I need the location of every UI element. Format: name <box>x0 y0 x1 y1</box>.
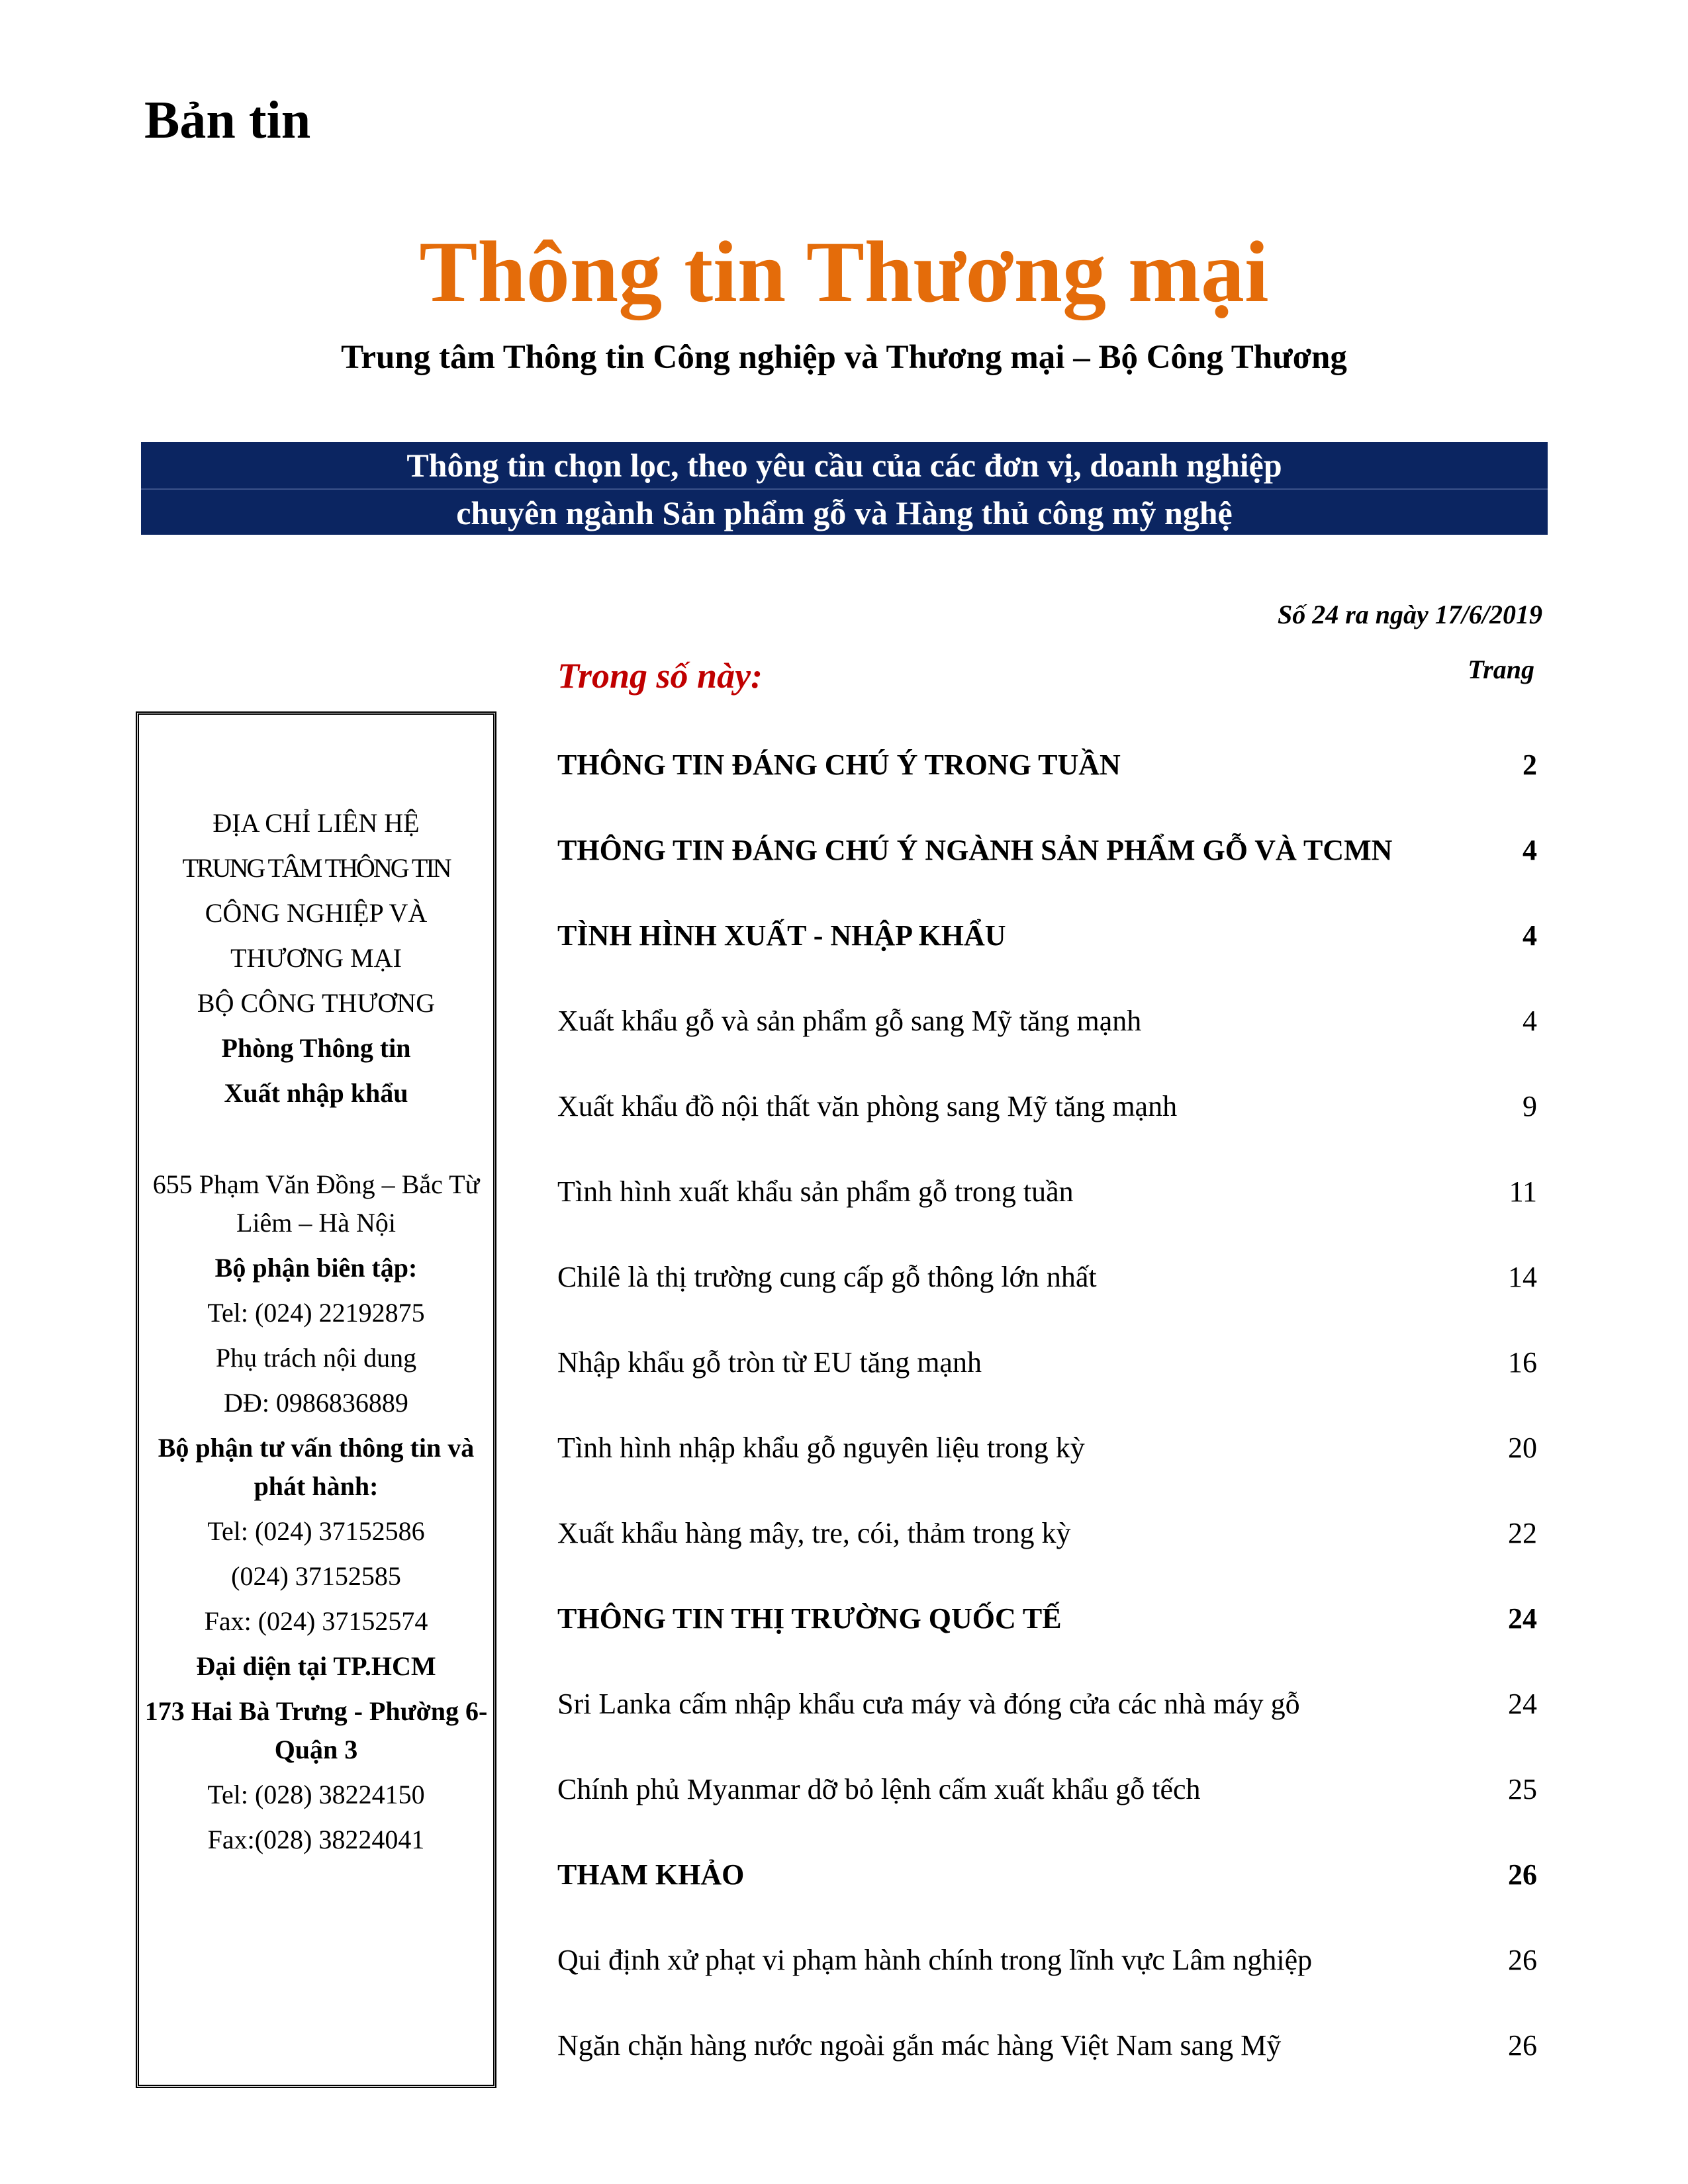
toc-item-title: Tình hình nhập khẩu gỗ nguyên liệu trong kỳ <box>557 1432 1085 1464</box>
editorial-phone: Tel: (024) 22192875 <box>207 1298 425 1328</box>
toc-item[interactable] <box>557 833 1537 919</box>
contact-sidebar <box>136 711 496 2088</box>
contact-department-1: Phòng Thông tin <box>221 1033 411 1063</box>
toc-item-page: 26 <box>1508 1944 1537 1976</box>
publisher-subtitle: Trung tâm Thông tin Công nghiệp và Thương mại – Bộ Công Thương <box>341 339 1347 376</box>
page-column-label: Trang <box>1468 655 1534 684</box>
banner-line-2: chuyên ngành Sản phẩm gỗ và Hàng thủ công mỹ nghệ <box>456 494 1233 531</box>
toc-item-title: Tình hình xuất khẩu sản phẩm gỗ trong tuần <box>557 1175 1074 1208</box>
bulletin-label: Bản tin <box>144 91 311 150</box>
toc-item[interactable] <box>557 919 1537 1004</box>
toc-item-title: Chilê là thị trường cung cấp gỗ thông lớn nhất <box>557 1261 1097 1293</box>
toc-item-page: 2 <box>1523 749 1537 781</box>
hcm-office-fax: Fax:(028) 38224041 <box>207 1825 425 1854</box>
toc-item[interactable] <box>557 1858 1537 1943</box>
toc-heading: Trong số này: <box>557 656 763 696</box>
consulting-label: Bộ phận tư vấn thông tin và phát hành: <box>158 1433 475 1501</box>
toc-item-page: 20 <box>1508 1432 1537 1464</box>
toc-item[interactable] <box>557 1943 1537 2028</box>
toc-item-title: Xuất khẩu đồ nội thất văn phòng sang Mỹ tăng mạnh <box>557 1090 1178 1122</box>
toc-item-page: 25 <box>1508 1773 1537 1805</box>
content-lead-label: Phụ trách nội dung <box>215 1343 417 1373</box>
toc-item[interactable] <box>557 1004 1537 1089</box>
contact-info <box>139 801 493 1862</box>
topic-banner <box>141 442 1548 535</box>
contact-department-2: Xuất nhập khẩu <box>224 1078 408 1108</box>
contact-ministry: BỘ CÔNG THƯƠNG <box>197 988 436 1018</box>
editorial-label: Bộ phận biên tập: <box>214 1253 418 1283</box>
toc-item-title: THÔNG TIN THỊ TRƯỜNG QUỐC TẾ <box>557 1602 1062 1635</box>
toc-item[interactable] <box>557 1687 1537 1772</box>
toc-item-title: Sri Lanka cấm nhập khẩu cưa máy và đóng cửa các nhà máy gỗ <box>557 1688 1300 1720</box>
toc-item-page: 26 <box>1508 2029 1537 2062</box>
toc-item[interactable] <box>557 1175 1537 1260</box>
toc-item[interactable] <box>557 1772 1537 1858</box>
toc-item-title: Ngăn chặn hàng nước ngoài gắn mác hàng Việt Nam sang Mỹ <box>557 2029 1282 2062</box>
toc-item[interactable] <box>557 1089 1537 1175</box>
toc-item[interactable] <box>557 1260 1537 1345</box>
table-of-contents <box>557 748 1537 2114</box>
content-lead-mobile: DĐ: 0986836889 <box>224 1388 408 1418</box>
toc-item-title: TÌNH HÌNH XUẤT - NHẬP KHẨU <box>557 919 1006 952</box>
toc-item[interactable] <box>557 748 1537 833</box>
newsletter-title: Thông tin Thương mại <box>419 223 1269 320</box>
toc-item-title: Chính phủ Myanmar dỡ bỏ lệnh cấm xuất khẩu gỗ tếch <box>557 1773 1201 1805</box>
toc-item-page: 9 <box>1523 1090 1537 1122</box>
contact-org-line-2: CÔNG NGHIỆP VÀ <box>205 898 428 928</box>
consulting-fax: Fax: (024) 37152574 <box>204 1606 428 1636</box>
consulting-phone-1: Tel: (024) 37152586 <box>207 1516 425 1546</box>
contact-address: 655 Phạm Văn Đồng – Bắc Từ Liêm – Hà Nội <box>152 1169 480 1238</box>
toc-item-page: 24 <box>1508 1602 1537 1635</box>
toc-item-page: 16 <box>1508 1346 1537 1379</box>
contact-heading: ĐỊA CHỈ LIÊN HỆ <box>212 808 420 838</box>
toc-item-page: 11 <box>1509 1175 1537 1208</box>
toc-item[interactable] <box>557 1345 1537 1431</box>
toc-item[interactable] <box>557 1516 1537 1602</box>
toc-item-page: 14 <box>1508 1261 1537 1293</box>
toc-item[interactable] <box>557 2028 1537 2114</box>
toc-item[interactable] <box>557 1431 1537 1516</box>
hcm-office-phone: Tel: (028) 38224150 <box>207 1780 425 1809</box>
toc-item-title: Qui định xử phạt vi phạm hành chính trong lĩnh vực Lâm nghiệp <box>557 1944 1313 1976</box>
toc-item-title: Nhập khẩu gỗ tròn từ EU tăng mạnh <box>557 1346 982 1379</box>
toc-item-page: 22 <box>1508 1517 1537 1549</box>
toc-item-page: 4 <box>1523 919 1537 952</box>
toc-item-title: Xuất khẩu hàng mây, tre, cói, thảm trong kỳ <box>557 1517 1071 1549</box>
toc-item-page: 24 <box>1508 1688 1537 1720</box>
hcm-office-label: Đại diện tại TP.HCM <box>196 1651 436 1681</box>
toc-item-title: THÔNG TIN ĐÁNG CHÚ Ý NGÀNH SẢN PHẨM GỖ VÀ TCMN <box>557 834 1393 866</box>
banner-line-1: Thông tin chọn lọc, theo yêu cầu của các đơn vị, doanh nghiệp <box>141 442 1548 490</box>
consulting-phone-2: (024) 37152585 <box>231 1561 401 1591</box>
contact-org-line-1: TRUNG TÂM THÔNG TIN <box>182 853 450 883</box>
toc-item-page: 4 <box>1523 1005 1537 1037</box>
toc-item-title: Xuất khẩu gỗ và sản phẩm gỗ sang Mỹ tăng mạnh <box>557 1005 1142 1037</box>
toc-item-page: 4 <box>1523 834 1537 866</box>
toc-item-title: THAM KHẢO <box>557 1858 745 1891</box>
hcm-office-address: 173 Hai Bà Trưng - Phường 6- Quận 3 <box>144 1696 488 1764</box>
issue-number: Số 24 ra ngày 17/6/2019 <box>1277 600 1542 629</box>
toc-item-page: 26 <box>1508 1858 1537 1891</box>
toc-item[interactable] <box>557 1602 1537 1687</box>
toc-item-title: THÔNG TIN ĐÁNG CHÚ Ý TRONG TUẦN <box>557 749 1121 781</box>
contact-org-line-3: THƯƠNG MẠI <box>230 943 402 973</box>
